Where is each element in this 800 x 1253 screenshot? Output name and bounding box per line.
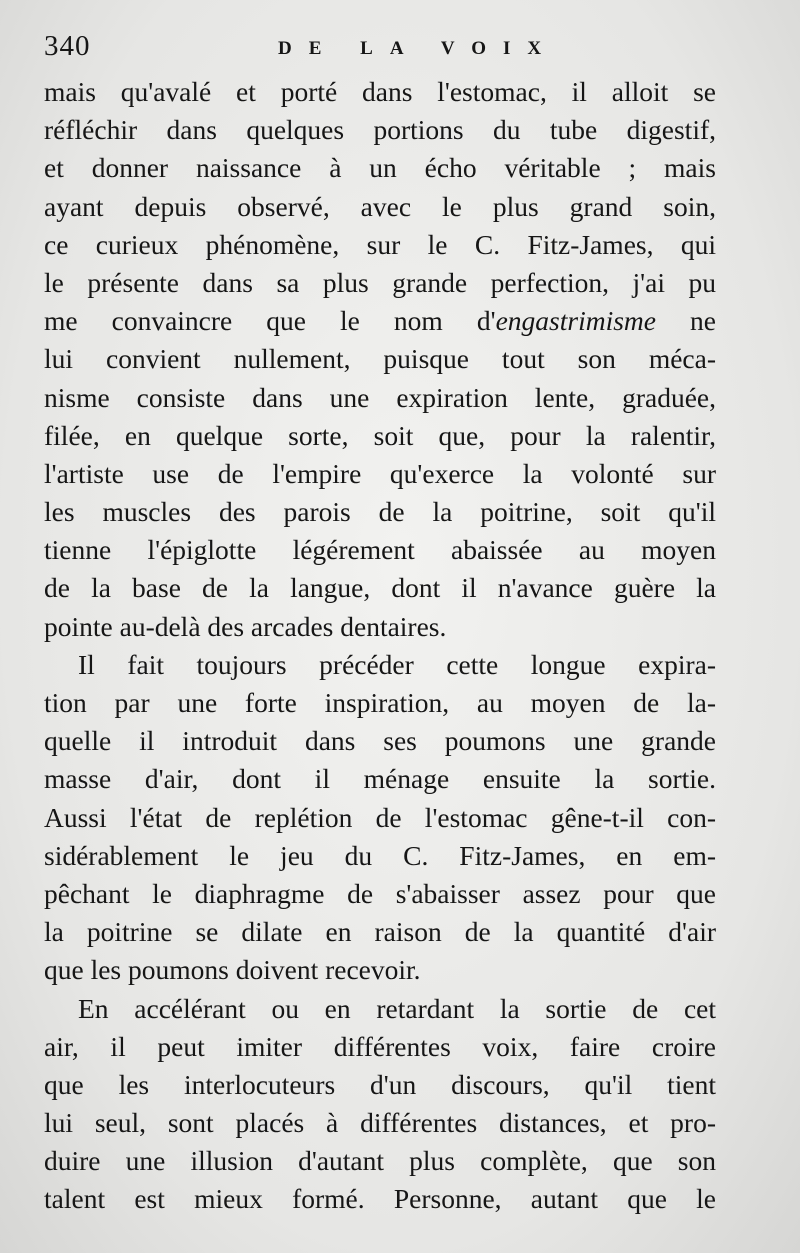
text-line: le présente dans sa plus grande perfection, j'ai pu bbox=[44, 266, 716, 298]
text-line: que les interlocuteurs d'un discours, qu'il tient bbox=[44, 1068, 716, 1100]
text-line: talent est mieux formé. Personne, autant que le bbox=[44, 1183, 716, 1215]
text-line: et donner naissance à un écho véritable ; mais bbox=[44, 152, 716, 184]
text-line: masse d'air, dont il ménage ensuite la sortie. bbox=[44, 763, 716, 795]
paragraph-end-line: pointe au-delà des arcades dentaires. bbox=[44, 610, 447, 642]
text-line: mais qu'avalé et porté dans l'estomac, il alloit se bbox=[44, 76, 716, 107]
text-line: tienne l'épiglotte légérement abaissée au moyen bbox=[44, 534, 716, 566]
text-line: filée, en quelque sorte, soit que, pour la ralentir, bbox=[44, 419, 716, 451]
text-line: ce curieux phénomène, sur le C. Fitz-James, qui bbox=[44, 228, 716, 260]
paragraph-start-line: Il fait toujours précéder cette longue expira- bbox=[78, 648, 716, 680]
text-line: tion par une forte inspiration, au moyen de la- bbox=[44, 687, 716, 718]
paragraph-end-line: que les poumons doivent recevoir. bbox=[44, 954, 421, 986]
text-line: quelle il introduit dans ses poumons une grande bbox=[44, 725, 716, 757]
text-line: nisme consiste dans une expiration lente, graduée, bbox=[44, 381, 716, 413]
text-line: duire une illusion d'autant plus complète, que son bbox=[44, 1145, 716, 1177]
text-line: Aussi l'état de replétion de l'estomac gêne-t-il con- bbox=[44, 801, 716, 833]
paragraph-start-line: En accélérant ou en retardant la sortie de cet bbox=[78, 992, 716, 1024]
text-line: les muscles des parois de la poitrine, soit qu'il bbox=[44, 496, 716, 528]
running-head: DE LA VOIX bbox=[278, 38, 559, 59]
page-header bbox=[44, 30, 744, 70]
page-number: 340 bbox=[44, 30, 91, 62]
body-text bbox=[44, 73, 716, 1219]
text-line: lui convient nullement, puisque tout son méca- bbox=[44, 343, 716, 375]
text-line: réfléchir dans quelques portions du tube digestif, bbox=[44, 114, 716, 146]
text-line: lui seul, sont placés à différentes distances, et pro- bbox=[44, 1107, 716, 1139]
text-line-emphasis: me convaincre que le nom d'engastrimisme ne bbox=[44, 305, 716, 337]
text-line: sidérablement le jeu du C. Fitz-James, en em- bbox=[44, 839, 716, 871]
text-line: ayant depuis observé, avec le plus grand soin, bbox=[44, 190, 716, 222]
text-line: pêchant le diaphragme de s'abaisser assez pour que bbox=[44, 877, 716, 909]
text-line: air, il peut imiter différentes voix, faire croire bbox=[44, 1030, 716, 1062]
text-line: l'artiste use de l'empire qu'exerce la volonté sur bbox=[44, 457, 716, 489]
emphasized-word: engastrimisme bbox=[495, 305, 656, 337]
text-line: la poitrine se dilate en raison de la quantité d'air bbox=[44, 916, 716, 948]
text-line: de la base de la langue, dont il n'avance guère la bbox=[44, 572, 716, 604]
